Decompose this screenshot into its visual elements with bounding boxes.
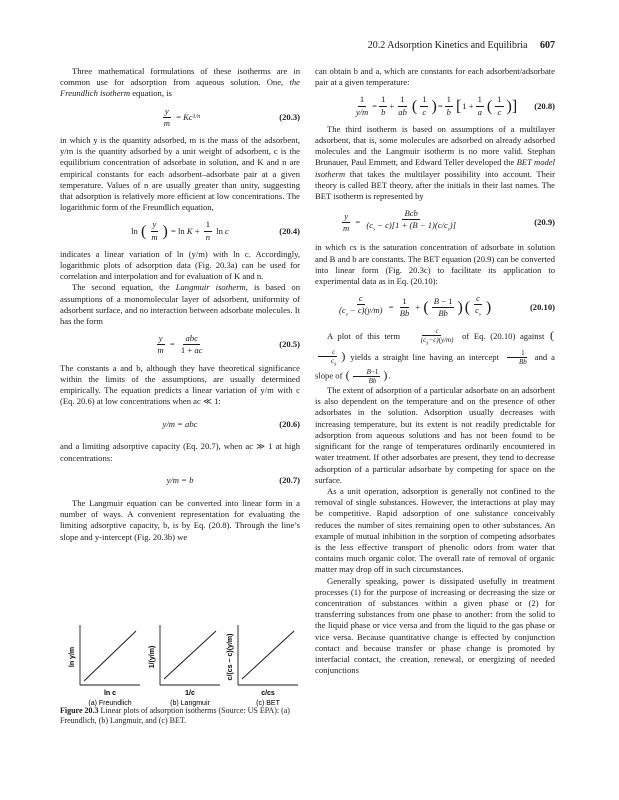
equation-20-8: $\frac{1}{y/m}$ = $\frac{1}{b}$ + $\frac{1}{ab}$ ( $\frac{1}{c}$ ) = $\frac{1}{b}$ [ 1 + $\frac{1}{a}$ ( $\frac{1}{c}$ )] (20.8) (355, 94, 555, 117)
trend-line (84, 631, 136, 681)
paragraph: The second equation, the Langmuir isotherm, is based on assumptions of a monomolecular layer of adsorbent, uniformity of adsorbent surface, and no interaction between adsorbate molecules. It has the form (60, 282, 300, 327)
plot-freundlich (69, 625, 140, 707)
equation-20-9: $\frac{y}{m}$ = $\frac{\text{Bcb}}{(c_s - c)[1 + (B - 1)(c/c_s)]}$ (20.9) (343, 208, 555, 234)
plot-langmuir (149, 625, 220, 707)
paragraph: can obtain b and a, which are constants for each adsorbent/adsorbate pair at a given temperature: (315, 66, 555, 88)
trend-line (242, 631, 294, 679)
equation-20-6: y/m = abc (20.6) (162, 418, 300, 429)
equation-20-7: y/m = b (20.7) (166, 475, 300, 486)
caption-label: Figure 20.3 (60, 706, 99, 715)
right-column (315, 66, 555, 676)
plot-bet (227, 625, 298, 707)
x-axis-label: 1/c (185, 690, 195, 697)
paragraph: indicates a linear variation of ln (y/m) with ln c. Accordingly, logarithmic plots of adsorption data (Fig. 20.3a) can be used for correlation and interpolation and for evaluation of K and n. (60, 248, 300, 282)
paragraph: A plot of this term $\frac{c}{(c_s-c)(y/m)}$ of Eq. (20.10) against ( $\frac{c}{c_s}$ ) yields a straight line having an intercept $\frac{1}{Bb}$ and a slope of ( $\frac{B-1}{Bb}$ ). (315, 327, 555, 386)
equation-20-5: $\frac{y}{m}$ = $\frac{\text{abc}}{1 + ac}$ (20.5) (157, 333, 300, 356)
paragraph: in which y is the quantity adsorbed, m is the mass of the adsorbent, y/m is the quantity adsorbed by a unit weight of adsorbent, c is the equilibrium concentration of adsorbate in solution, and K and n are empirical constants for each adsorbent–adsorbate pair at a given temperature. Values of n are usually greater than unity, suggesting that adsorption is relatively more efficient at low concentrations. The logarithmic form of the Freundlich equation, (60, 135, 300, 213)
paragraph: The Langmuir equation can be converted into linear form in a number of ways. A convenient representation for evaluating the limiting adsorptive capacity, b, is by Eq. (20.8). Through the line’s slope and y-intercept (Fig. 20.3b) we (60, 497, 300, 542)
y-axis-label: c/(cs − c)(y/m) (227, 633, 234, 681)
plot-subtitle: (b) Langmuir (170, 700, 210, 707)
paragraph: Three mathematical formulations of these isotherms are in common use for adsorption from aqueous solution. One, the Freundlich isotherm equation, is (60, 66, 300, 99)
equation-20-4: ln ( $\frac{y}{m}$ ) = ln K + $\frac{1}{n}$ ln c (20.4) (131, 219, 300, 242)
equation-20-10: $\frac{c}{(c_s - c)(y/m)}$ = $\frac{1}{Bb}$ + ( $\frac{B - 1}{Bb}$ ) ( $\frac{c}{c_s}$ ) (20.10) (339, 293, 555, 319)
paragraph: The third isotherm is based on assumptions of a multilayer adsorbent, that is, some molecules are adsorbed on already adsorbed molecules and the Langmuir isotherm is no more valid. Stephan Brunauer, Paul Emmett, and Edward Teller developed the BET model isotherm that takes the multilayer possibility into account. Their theory is called BET theory, after the initials in their last names. The BET isotherm is represented by (315, 123, 555, 202)
paragraph: As a unit operation, adsorption is generally not confined to the removal of single substances. However, the interactions at play may be competitive. Rapid adsorption of one substance conceivably reduces the number of sites remaining open to other substances. An example of mutual inhibition in the sorption of competing adsorbates is the less effective transport of phenolic odors from water that contains much organic color. The overall rate of removal of organic matter may drop off in such circumstances. (315, 485, 555, 575)
figure-caption (60, 706, 300, 726)
y-axis-label: ln y/m (69, 646, 76, 668)
x-axis-label: ln c (103, 690, 117, 697)
running-header (60, 40, 555, 56)
page-number: 607 (540, 40, 555, 51)
plot-subtitle: (a) Freundlich (88, 700, 132, 707)
left-column (60, 66, 300, 543)
paragraph: in which cs is the saturation concentration of adsorbate in solution and B and b are constants. The BET equation (20.9) can be converted into linear form (Fig. 20.3c) to facilitate its application to experimental data as in Eq. (20.10): (315, 242, 555, 286)
paragraph: The extent of adsorption of a particular adsorbate on an adsorbent is also dependent on the temperature and on the presence of other adsorbates in the solution. Adsorption usually decreases with increasing temperature, but its extent is not readily predictable for adsorption from aqueous solutions and has not been found to be significant for the range of temperatures ordinarily encountered in water treatment. If other adsorbates are present, they tend to decrease adsorption of a particular adsorbate by competing for space on the surface. (315, 385, 555, 485)
plot-subtitle: (c) BET (256, 700, 280, 707)
paragraph: and a limiting adsorptive capacity (Eq. 20.7), when ac ≫ 1 at high concentrations: (60, 441, 300, 463)
paragraph: The constants a and b, although they have theoretical significance within the limits of the assumptions, are usually determined empirically. The equation predicts a linear variation of y/m with c (Eq. 20.6) at low concentrations when ac ≪ 1: (60, 362, 300, 407)
running-title: 20.2 Adsorption Kinetics and Equilibria (367, 40, 528, 51)
x-axis-label: c/cs (261, 690, 275, 697)
trend-line (164, 631, 216, 679)
caption-text: Linear plots of adsorption isotherms (Source: US EPA): (a) Freundlich, (b) Langmuir, and (c) BET. (60, 706, 290, 725)
paragraph: Generally speaking, power is dissipated usefully in treatment processes (1) for the purpose of increasing or decreasing the size or concentration of substances within a given phase or (2) for transferring substances from one phase to another: from the solid to the liquid phase or vice versa and from the liquid to the gas phase or vice versa. Because quantitative change is effected by conjunction contact and because transfer or phase change is promoted by interfacial contact, the creation, renewal, or energizing of needed conjunctions (315, 575, 555, 676)
equation-20-3: $\frac{y}{m}$ = Kc 1/n (20.3) (163, 105, 300, 128)
y-axis-label: 1/(y/m) (149, 645, 156, 669)
